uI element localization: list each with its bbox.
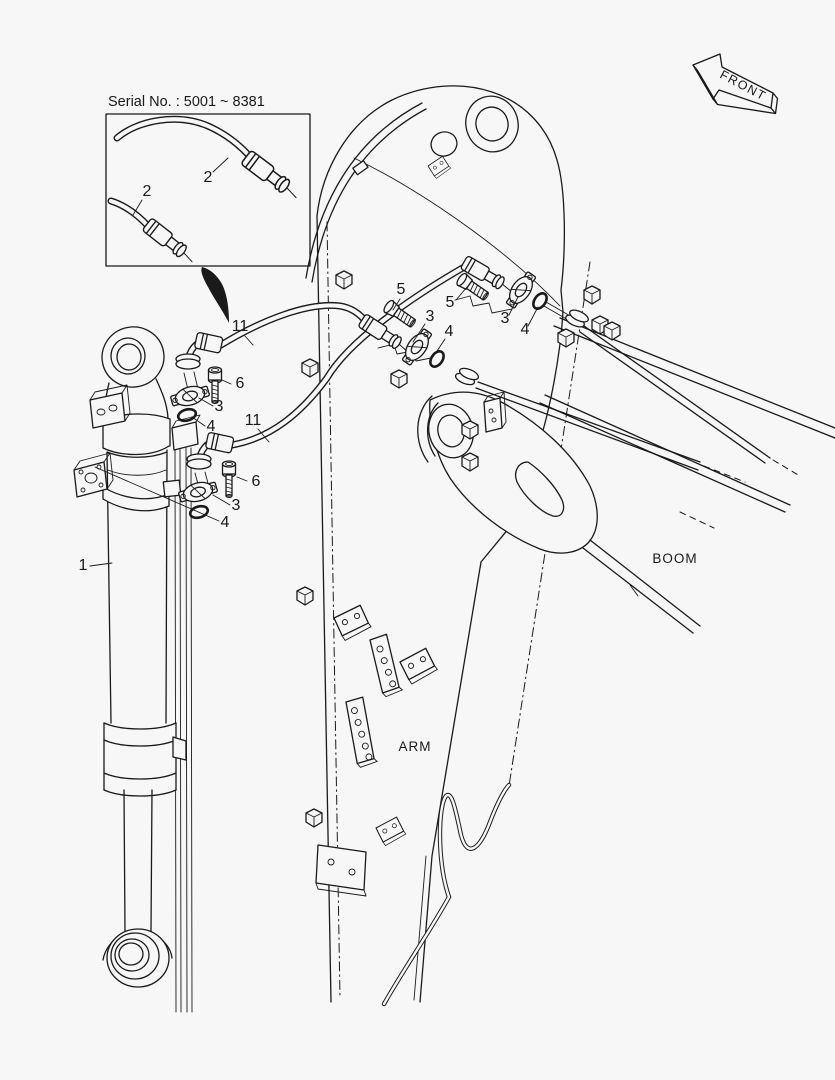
boom-pipe xyxy=(580,326,770,463)
front-label: FRONT xyxy=(717,67,769,104)
callout-3-left: 3 xyxy=(425,308,435,325)
callout-3-cyl-upper: 3 xyxy=(214,398,224,415)
pointer-swoosh xyxy=(201,267,229,323)
callout-11-lower: 11 xyxy=(244,412,262,429)
callout-5-left: 5 xyxy=(396,281,406,298)
callout-6-upper: 6 xyxy=(235,375,245,392)
callout-4-cyl-upper: 4 xyxy=(206,418,216,435)
callout-2-inset-lower: 2 xyxy=(142,183,152,200)
o-ring xyxy=(177,407,197,423)
cylinder-head-eye xyxy=(96,321,169,393)
callout-4-left: 4 xyxy=(444,323,454,340)
front-direction-arrow xyxy=(693,54,778,114)
callout-11-upper: 11 xyxy=(231,318,249,335)
callout-5-right: 5 xyxy=(445,294,455,311)
serial-number-title: Serial No. : 5001 ~ 8381 xyxy=(108,94,265,110)
callout-3-right: 3 xyxy=(500,310,510,327)
socket-bolt xyxy=(223,461,236,498)
split-flange xyxy=(169,382,210,410)
callout-4-right: 4 xyxy=(520,321,530,338)
callout-3-cyl-lower: 3 xyxy=(231,497,241,514)
replacement-hose-lower xyxy=(111,201,198,266)
arm-label: ARM xyxy=(398,739,432,754)
cylinder-pipes xyxy=(175,448,192,1012)
arm-cylinder xyxy=(74,321,200,1012)
callout-1-cylinder: 1 xyxy=(78,557,88,574)
head-valve-block xyxy=(90,385,130,428)
callout-6-lower: 6 xyxy=(251,473,261,490)
split-flange xyxy=(177,478,218,506)
elbow-fitting xyxy=(176,332,223,369)
callout-2-inset-upper: 2 xyxy=(203,169,213,186)
callout-4-cyl-lower: 4 xyxy=(220,514,230,531)
boom-label: BOOM xyxy=(652,551,698,566)
